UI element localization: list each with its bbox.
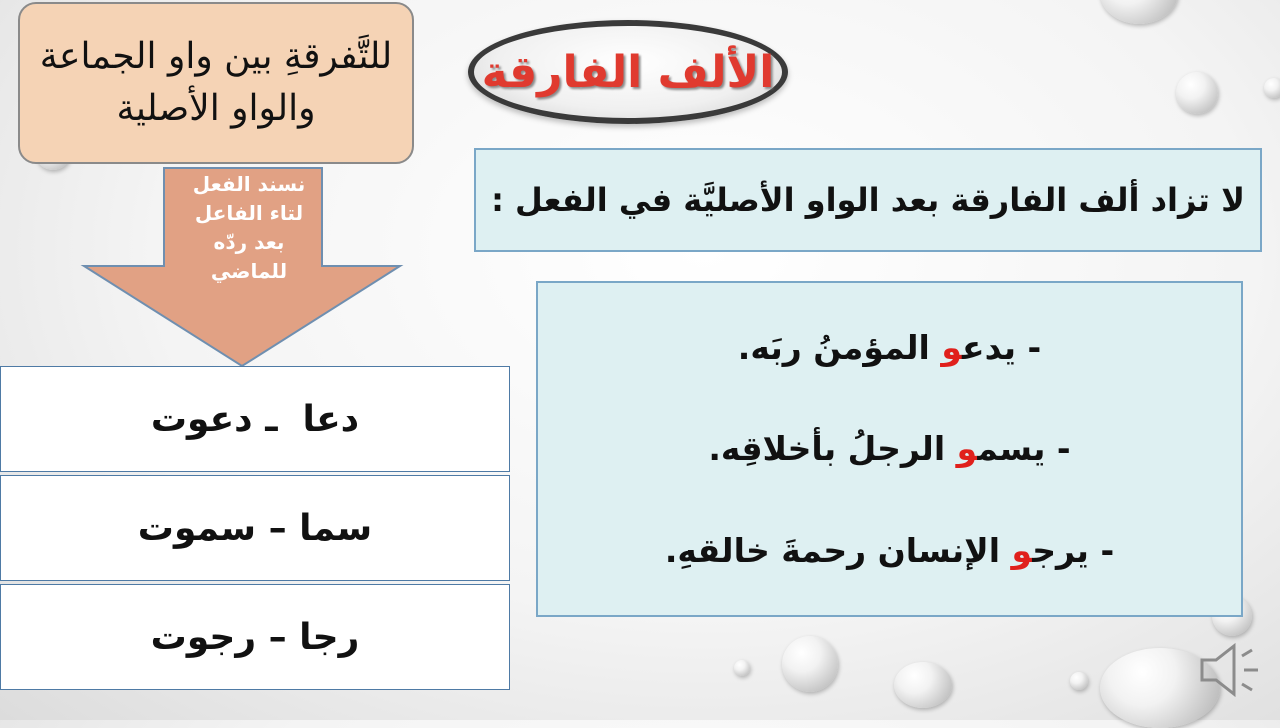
- example-box-2: [0, 475, 510, 581]
- bubble-decoration: [1176, 72, 1218, 114]
- bubble-decoration: [1264, 78, 1280, 98]
- example-box-3: [0, 584, 510, 690]
- sentence-highlight: و: [956, 429, 978, 469]
- arrow-line-4: للماضي: [210, 259, 288, 283]
- arrow-text: [172, 170, 326, 320]
- page-title: الألف الفارقة: [481, 46, 775, 98]
- rule-text: لا تزاد ألف الفارقة بعد الواو الأصليَّة في الفعل :: [491, 181, 1245, 219]
- sentence-rest: الإنسان رحمةَ خالقهِ.: [664, 530, 1012, 570]
- note-line-2: والواو الأصلية: [116, 88, 316, 129]
- sentence-rest: المؤمنُ ربَه.: [737, 328, 942, 368]
- sentence-rest: الرجلُ بأخلاقِه.: [708, 429, 957, 469]
- sentence-1: [738, 328, 1041, 367]
- sentence-2: [708, 429, 1070, 468]
- bubble-decoration: [734, 660, 750, 676]
- arrow-line-1: نسند الفعل: [192, 172, 306, 196]
- arrow-line-3: بعد ردّه: [213, 230, 285, 254]
- sentences-box: [536, 281, 1243, 617]
- note-line-1: للتَّفرقةِ بين واو الجماعة: [39, 36, 393, 77]
- example-text: سما – سموت: [137, 507, 373, 549]
- sentence-highlight: و: [941, 328, 963, 368]
- arrow-line-2: لتاء الفاعل: [194, 201, 304, 225]
- bubble-decoration: [894, 662, 952, 708]
- sentence-highlight: و: [1011, 530, 1033, 570]
- note-box: [18, 2, 414, 164]
- bubble-decoration: [1070, 672, 1088, 690]
- bubble-decoration: [782, 636, 838, 692]
- bubble-decoration: [1100, 0, 1178, 24]
- example-text: دعا ـ دعوت: [150, 398, 360, 440]
- sentence-prefix: - يسم: [977, 429, 1071, 469]
- example-box-1: [0, 366, 510, 472]
- sentence-3: [665, 531, 1114, 570]
- rule-box: [474, 148, 1262, 252]
- speaker-icon[interactable]: [1196, 638, 1266, 702]
- sentence-prefix: - يدع: [962, 328, 1042, 368]
- title-oval: [468, 20, 788, 124]
- example-text: رجا – رجوت: [150, 616, 360, 658]
- sentence-prefix: - يرج: [1032, 530, 1115, 570]
